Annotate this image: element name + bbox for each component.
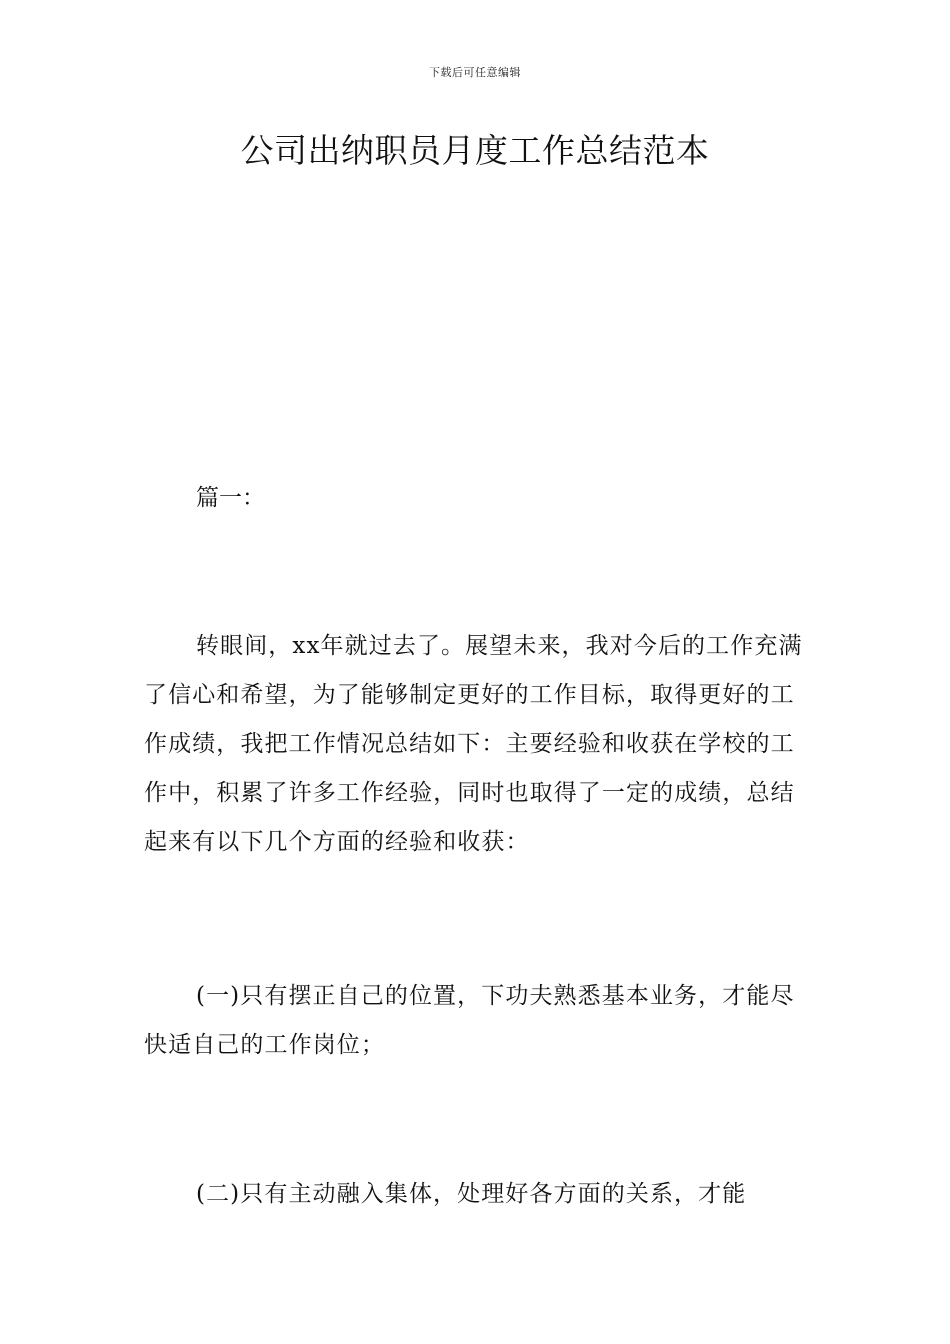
paragraph-point-2: (二)只有主动融入集体，处理好各方面的关系，才能: [196, 1181, 747, 1207]
paragraph-intro: 转眼间，xx年就过去了。展望未来，我对今后的工作充满了信心和希望，为了能够制定更好的工作目标，取得更好的工作成绩，我把工作情况总结如下：主要经验和收获在学校的工作中，积累了许多工作经验，同时也取得了一定的成绩，总结起来有以下几个方面的经验和收获：: [144, 633, 803, 855]
section-label: 篇一：: [196, 485, 265, 511]
document-title: 公司出纳职员月度工作总结范本: [240, 131, 710, 170]
paragraph-point-1: (一)只有摆正自己的位置，下功夫熟悉基本业务，才能尽快适自己的工作岗位；: [144, 983, 795, 1058]
header-note: 下载后可任意编辑: [429, 66, 521, 79]
